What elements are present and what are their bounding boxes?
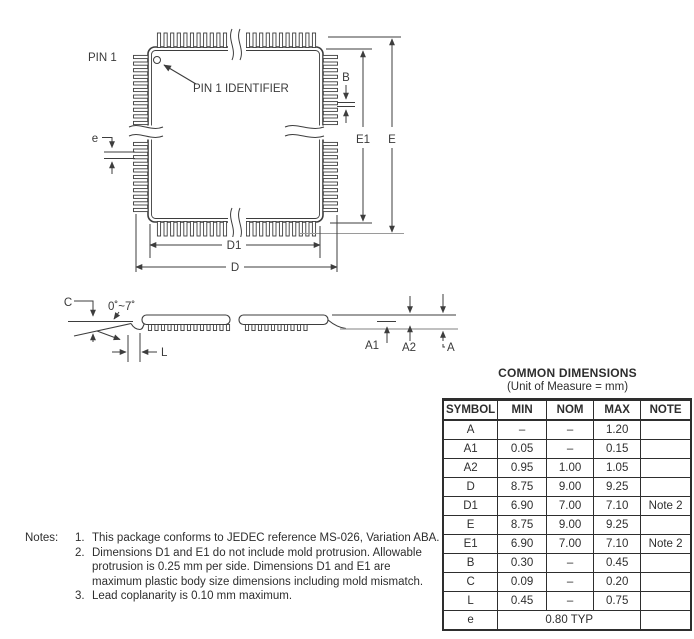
note-item [75,589,443,604]
note-item [75,531,443,546]
table-row: L 0.45 – 0.75 [443,592,691,611]
dimensions-table [442,398,692,631]
table-header-row [443,400,691,421]
note-text: Dimensions D1 and E1 do not include mold protrusion. Allowable protrusion is 0.25 mm per side. Dimensions D1 and E1 are maximum plastic body size dimensions including mold mismatch. [92,546,424,588]
col-max: MAX [594,400,641,421]
pin1-identifier-dot [154,57,161,64]
dim-A2-label: A2 [402,342,417,354]
dim-C-label: C [63,297,73,309]
note-item [75,546,443,590]
col-min: MIN [498,400,547,421]
dim-E1-label: E1 [355,134,371,146]
dim-A [443,294,455,354]
dim-L [112,333,168,362]
dim-e-label: e [91,133,99,145]
col-note: NOTE [641,400,691,421]
table-row: B 0.30 – 0.45 [443,554,691,573]
table-row: C 0.09 – 0.20 [443,573,691,592]
seating-plane-leader [97,331,120,340]
table-row: A1 0.05 – 0.15 [443,440,691,459]
notes-list [75,531,443,604]
notes-section [25,531,443,604]
table-row: D1 6.90 7.00 7.10 Note 2 [443,497,691,516]
dim-A2 [402,296,416,354]
dim-E-label: E [388,134,396,146]
dim-B [337,72,355,123]
table-subtitle: (Unit of Measure = mm) [506,381,629,393]
side-body-left [142,315,230,325]
side-view [64,294,458,362]
notes-label: Notes: [25,532,59,544]
top-view [88,26,404,274]
lead-underside [74,324,131,337]
side-view-leads [148,325,307,331]
note-number: 1. [75,532,85,544]
table-row: A – – 1.20 [443,420,691,440]
pin1-label: PIN 1 [88,52,117,64]
dim-A-label: A [447,342,455,354]
dim-L-label: L [161,347,168,359]
table-row: E 8.75 9.00 9.25 [443,516,691,535]
table-row: E1 6.90 7.00 7.10 Note 2 [443,535,691,554]
angle-label: 0˚~7˚ [108,301,136,313]
col-symbol: SYMBOL [443,400,498,421]
side-body-right [239,315,328,325]
table-row: e 0.80 TYP [443,611,691,631]
note-text: Lead coplanarity is 0.10 mm maximum. [92,590,293,602]
table-row: D 8.75 9.00 9.25 [443,478,691,497]
dim-B-label: B [342,72,350,84]
pin1-identifier-label: PIN 1 IDENTIFIER [193,83,289,95]
common-dimensions-panel [442,366,693,631]
table-title: COMMON DIMENSIONS [498,366,637,380]
note-number: 3. [75,590,85,602]
lead-curve-right [328,320,346,329]
dim-A1 [365,327,387,352]
dim-angle [108,301,135,319]
dim-D1-label: D1 [226,240,242,252]
col-nom: NOM [547,400,594,421]
note-text: This package conforms to JEDEC reference MS-026, Variation ABA. [92,532,440,544]
dim-A1-label: A1 [365,340,380,352]
note-number: 2. [75,546,85,559]
table-row: A2 0.95 1.00 1.05 [443,459,691,478]
dim-D-label: D [230,262,240,274]
